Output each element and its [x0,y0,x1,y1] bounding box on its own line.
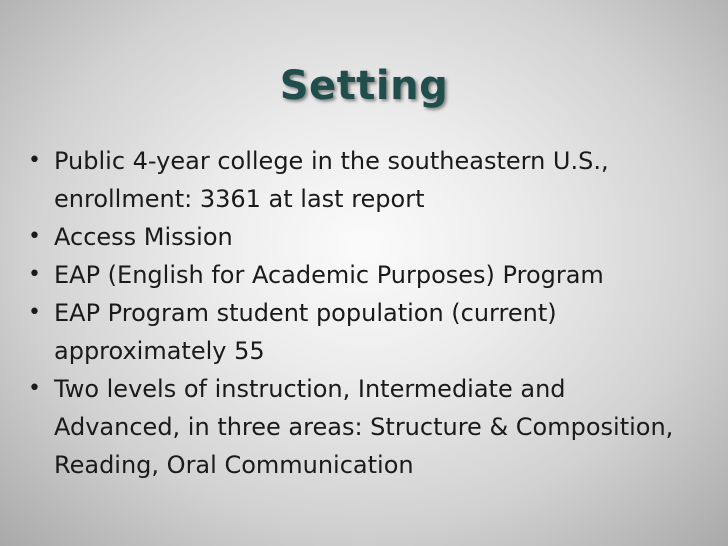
bullet-list [28,142,728,484]
bullet-text-line: approximately 55 [54,337,265,365]
bullet-text-line: Access Mission [54,223,233,251]
bullet-text-line: Public 4-year college in the southeastern U.S., [54,147,609,175]
bullet-item-college [28,142,728,218]
bullet-icon: • [28,376,41,401]
bullet-text-line: Advanced, in three areas: Structure & Composition, [54,413,674,441]
bullet-icon: • [28,300,41,325]
bullet-text-line: enrollment: 3361 at last report [54,185,425,213]
slide-title: Setting [279,63,449,109]
bullet-icon: • [28,224,41,249]
bullet-text-line: Two levels of instruction, Intermediate and [54,375,566,403]
bullet-item-instruction-levels [28,370,728,484]
bullet-text-line: Reading, Oral Communication [54,451,414,479]
bullet-icon: • [28,148,41,173]
bullet-text-line: EAP (English for Academic Purposes) Program [54,261,604,289]
bullet-item-student-population [28,294,728,370]
bullet-item-access-mission [28,218,728,256]
bullet-item-eap-program [28,256,728,294]
bullet-icon: • [28,262,41,287]
bullet-text-line: EAP Program student population (current) [54,299,557,327]
